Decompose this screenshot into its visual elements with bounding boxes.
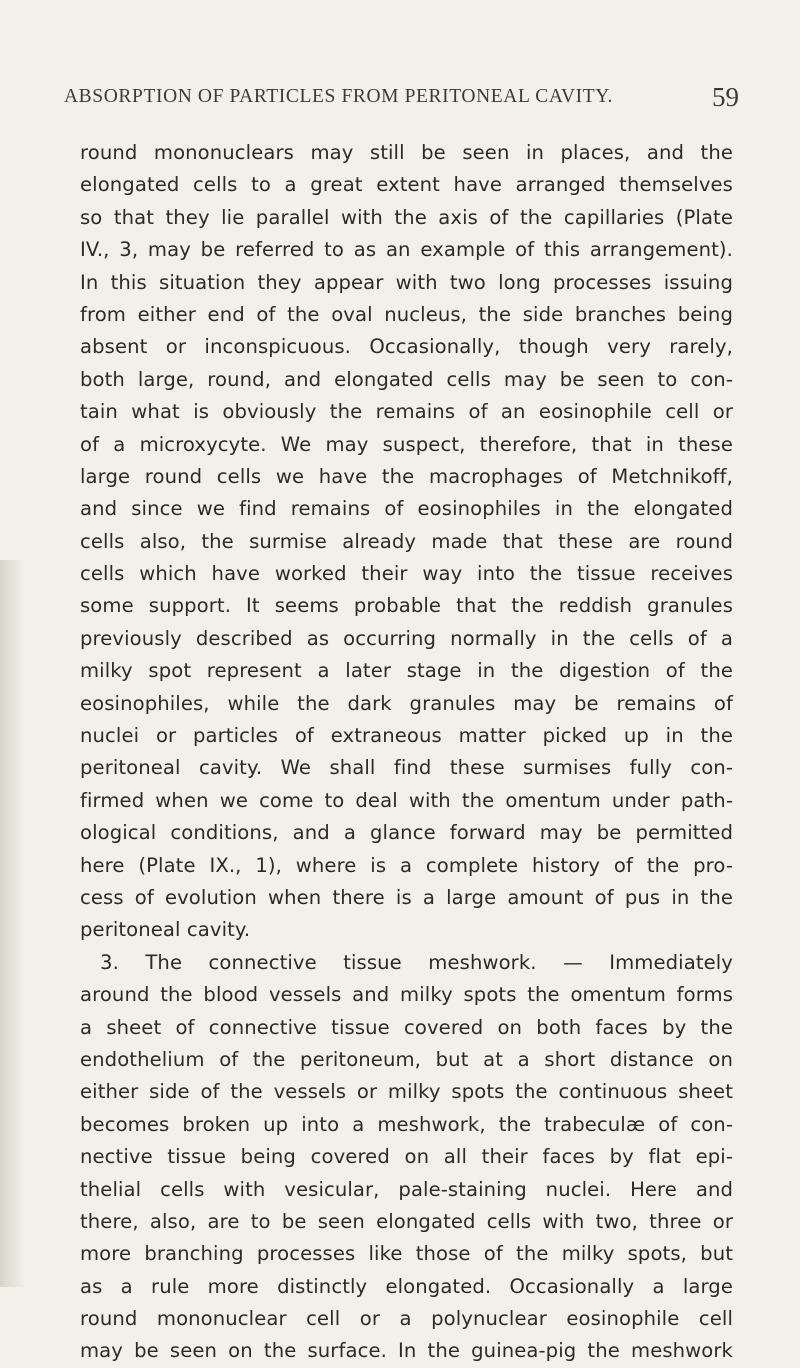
text-line: tain what is obviously the remains of an eosinophile cell or (80, 400, 733, 424)
text-line: both large, round, and elongated cells may be seen to con- (80, 367, 733, 391)
text-line: nuclei or particles of extraneous matter picked up in the (80, 724, 733, 748)
text-line: previously described as occurring normally in the cells of a (80, 626, 733, 650)
text-line: cells also, the surmise already made that these are round (80, 529, 733, 553)
body-text (80, 137, 733, 1368)
text-line: here (Plate IX., 1), where is a complete history of the pro- (80, 853, 733, 877)
page-binding-shadow (0, 560, 26, 1287)
text-line: ological conditions, and a glance forward may be permitted (80, 821, 733, 845)
text-line: nective tissue being covered on all their faces by flat epi- (80, 1145, 733, 1169)
text-line: elongated cells to a great extent have arranged themselves (80, 173, 733, 197)
text-line: becomes broken up into a meshwork, the trabeculæ of con- (80, 1112, 733, 1136)
text-line: peritoneal cavity. We shall find these surmises fully con- (80, 756, 733, 780)
text-line: a sheet of connective tissue covered on both faces by the (80, 1015, 733, 1039)
text-line: round mononuclear cell or a polynuclear eosinophile cell (80, 1307, 733, 1331)
text-line: more branching processes like those of the milky spots, but (80, 1242, 733, 1266)
text-line: firmed when we come to deal with the omentum under path- (80, 788, 733, 812)
text-line: of a microxycyte. We may suspect, therefore, that in these (80, 432, 733, 456)
text-line: from either end of the oval nucleus, the side branches being (80, 302, 733, 326)
text-line: large round cells we have the macrophages of Metchnikoff, (80, 464, 733, 488)
text-line: as a rule more distinctly elongated. Occasionally a large (80, 1274, 733, 1298)
page-number: 59 (712, 82, 739, 112)
text-line: cess of evolution when there is a large amount of pus in the (80, 885, 733, 909)
text-line: IV., 3, may be referred to as an example of this arrangement). (80, 238, 733, 262)
text-line: peritoneal cavity. (80, 918, 251, 942)
running-head (64, 82, 739, 116)
text-line: around the blood vessels and milky spots the omentum forms (80, 983, 733, 1007)
text-line: milky spot represent a later stage in the digestion of the (80, 659, 733, 683)
text-line: there, also, are to be seen elongated cells with two, three or (80, 1209, 733, 1233)
text-line: cells which have worked their way into the tissue receives (80, 562, 733, 586)
text-line: eosinophiles, while the dark granules may be remains of (80, 691, 733, 715)
text-line: either side of the vessels or milky spots the continuous sheet (80, 1080, 733, 1104)
section-heading-line: 3. The connective tissue meshwork. — Immediately (100, 950, 733, 974)
text-line: may be seen on the surface. In the guinea-pig the meshwork (80, 1339, 733, 1363)
text-line: thelial cells with vesicular, pale-staining nuclei. Here and (80, 1177, 733, 1201)
text-line: and since we find remains of eosinophiles in the elongated (80, 497, 733, 521)
text-line: round mononuclears may still be seen in places, and the (80, 141, 733, 164)
text-line: absent or inconspicuous. Occasionally, though very rarely, (80, 335, 733, 359)
text-line: some support. It seems probable that the reddish granules (80, 594, 733, 618)
text-line: endothelium of the peritoneum, but at a short distance on (80, 1047, 733, 1071)
text-line: so that they lie parallel with the axis of the capillaries (Plate (80, 205, 733, 229)
running-head-title: ABSORPTION OF PARTICLES FROM PERITONEAL CAVITY. (64, 86, 613, 107)
text-line: In this situation they appear with two long processes issuing (80, 270, 733, 294)
